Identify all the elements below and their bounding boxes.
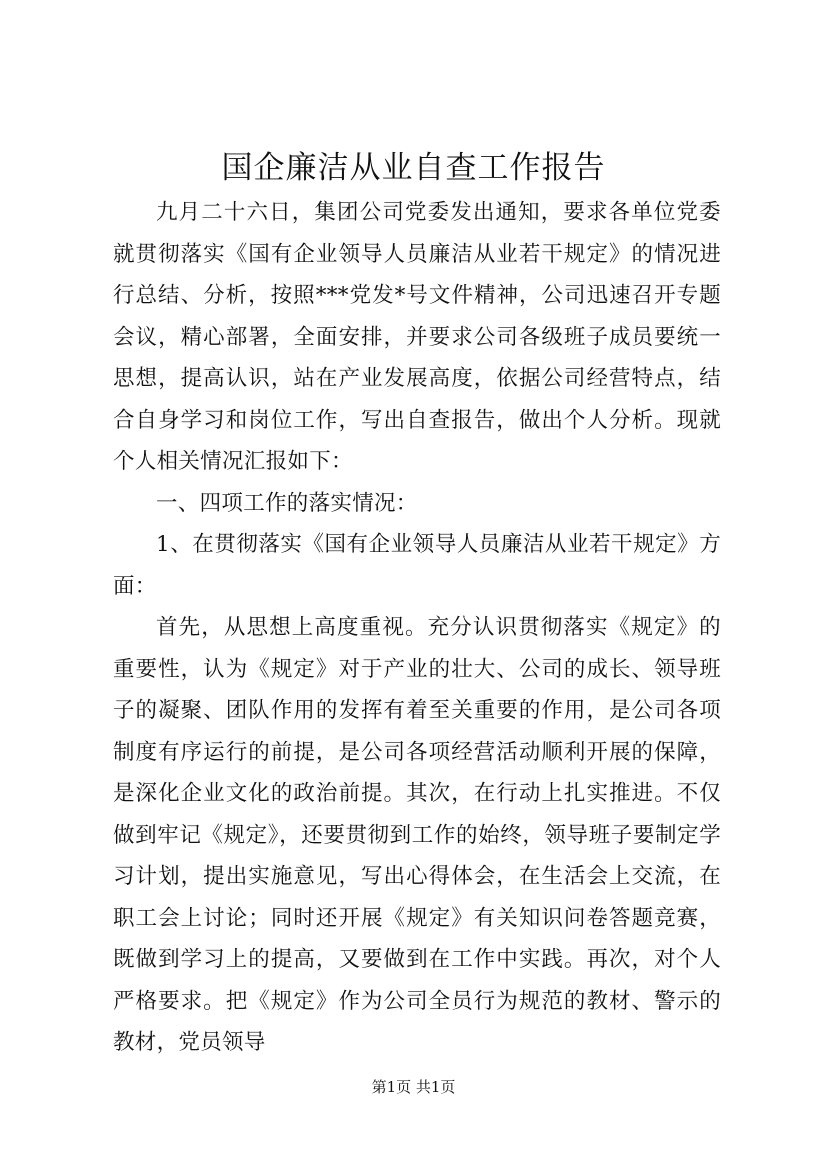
document-body (113, 192, 721, 1064)
paragraph-subsection-heading: 1、在贯彻落实《国有企业领导人员廉洁从业若干规定》方面： (113, 532, 721, 599)
paragraph-section-heading: 一、四项工作的落实情况： (156, 490, 418, 516)
page-number-footer: 第1页 共1页 (371, 1078, 456, 1096)
document-title: 国企廉洁从业自查工作报告 (221, 150, 606, 186)
paragraph-intro: 九月二十六日，集团公司党委发出通知，要求各单位党委就贯彻落实《国有企业领导人员廉洁从业若干规定》的情况进行总结、分析，按照***党发*号文件精神，公司迅速召开专题会议，精心部署，全面安排，并要求公司各级班子成员要统一思想，提高认识，站在产业发展高度，依据公司经营特点，结合自身学习和岗位工作，写出自查报告，做出个人分析。现就个人相关情况汇报如下： (113, 200, 721, 474)
paragraph-main: 首先，从思想上高度重视。充分认识贯彻落实《规定》的重要性，认为《规定》对于产业的壮大、公司的成长、领导班子的凝聚、团队作用的发挥有着至关重要的作用，是公司各项制度有序运行的前提，是公司各项经营活动顺利开展的保障，是深化企业文化的政治前提。其次，在行动上扎实推进。不仅做到牢记《规定》，还要贯彻到工作的始终，领导班子要制定学习计划，提出实施意见，写出心得体会，在生活会上交流，在职工会上讨论；同时还开展《规定》有关知识问卷答题竞赛，既做到学习上的提高，又要做到在工作中实践。再次，对个人严格要求。把《规定》作为公司全员行为规范的教材、警示的教材，党员领导 (113, 615, 721, 1055)
